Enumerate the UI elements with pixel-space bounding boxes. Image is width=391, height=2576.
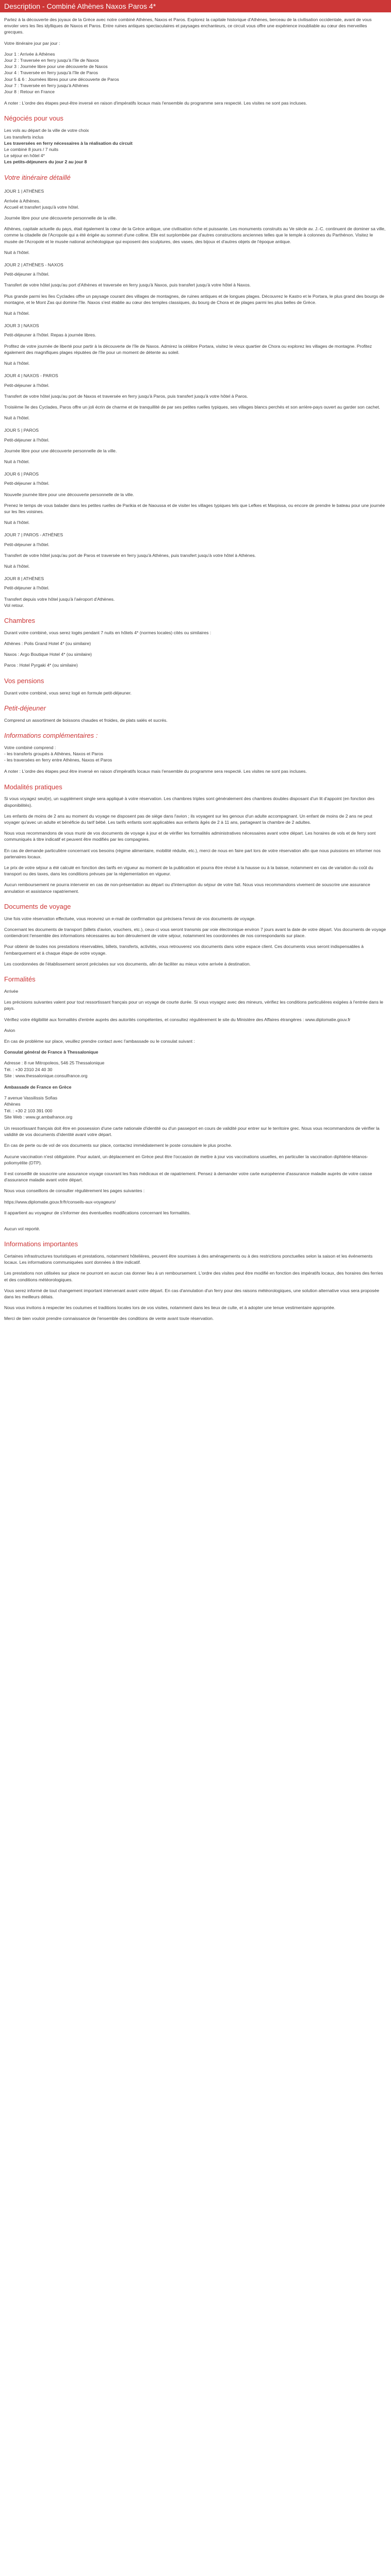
day-paragraph: Petit-déjeuner à l'hôtel. — [4, 541, 50, 547]
ambassade-line: Site Web : www.gr.ambafrance.org — [4, 1114, 73, 1120]
day-paragraph: Nuit à l'hôtel. — [4, 311, 30, 316]
day-paragraph: Nuit à l'hôtel. — [4, 520, 30, 526]
summary-item: Jour 5 & 6 : Journées libres pour une découverte de Paros — [4, 76, 119, 82]
formalites-paragraph: Il appartient au voyageur de s'informer des éventuelles modifications concernant les formalités. — [4, 1210, 191, 1215]
day-paragraph: Arrivée à Athènes. Accueil et transfert jusqu'à votre hôtel. — [4, 198, 79, 210]
documents-title: Documents de voyage — [4, 902, 71, 910]
summary-item: Jour 4 : Traversée en ferry jusqu'à l'île de Paros — [4, 70, 98, 76]
petitdej-text: Comprend un assortiment de boissons chaudes et froides, de plats salés et sucrés. — [4, 717, 168, 723]
summary-item: Jour 1 : Arrivée à Athènes — [4, 51, 55, 57]
consulat-line: Tél. : +30 2310 24 40 30 — [4, 1066, 53, 1072]
consulat-line: Site : www.thessalonique.consulfrance.org — [4, 1073, 88, 1078]
modalites-paragraph: Nous vous recommandons de vous munir de vos documents de voyage à jour et de vérifier les formalités administratives nécessaires avant votre départ. Les horaires de vols et de ferry sont communiqués à titre indicatif et peuvent être modifiés par les compagnies. — [4, 831, 376, 842]
documents-body — [4, 916, 387, 967]
day-heading: JOUR 5 | PAROS — [4, 428, 39, 433]
formalites-paragraph: En cas de perte ou de vol de vos documents sur place, contactez immédiatement le poste consulaire le plus proche. — [4, 1143, 232, 1148]
formalites-paragraph: Arrivée — [4, 988, 19, 994]
formalites-paragraph: Un ressortissant français doit être en possession d'une carte nationale d'identité ou d'un passeport en cours de validité pour entrer sur le territoire grec. Nous vous recommandons de vérifier la validité de vos documents d'identité avant votre départ. — [4, 1125, 380, 1138]
modalites-paragraph: Si vous voyagez seul(e), un supplément single sera appliqué à votre réservation. Les chambres triples sont généralement des chambres doubles disposant d'un lit d'appoint (en fonction des disponibilités). — [4, 796, 374, 808]
negocies-item: Les petits-déjeuners du jour 2 au jour 8 — [4, 159, 87, 165]
pensions-text: Durant votre combiné, vous serez logé en formule petit-déjeuner. — [4, 690, 132, 696]
intro-paragraph: Partez à la découverte des joyaux de la Grèce avec notre combiné Athènes, Naxos et Paros. Explorez la capitale historique d'Athènes, berceau de la civilisation occidentale, avant de vous envoler vers les îles idylliques de Naxos et Paros. Entre ruines antiques spectaculaires et paysages enchanteurs, ce circuit vous offre une expérience inoubliable au cœur des merveilles grecques. — [4, 17, 372, 35]
consulat-line: Adresse : 8 rue Mitropoleos, 546 25 Thessalonique — [4, 1060, 105, 1066]
summary-list — [4, 51, 387, 95]
modalites-paragraph: Le prix de votre séjour a été calculé en fonction des tarifs en vigueur au moment de la publication et pourra être révisé à la hausse ou à la baisse, notamment en cas de variation du coût du transport ou des taxes, dans les conditions prévues par la réglementation en vigueur. — [4, 865, 373, 877]
day-paragraph: Plus grande parmi les îles Cyclades offre un paysage courant des villages de montagnes, de ruines antiques et de longues plages. Découvrez le Kastro et le Portara, le plus grand des bourgs de montagne, et le Mont Zas qui domine l'île. Naxos s'est établie au cœur des temples classiques, du bourg de Chora et de plages parmi les plus belles de Grèce. — [4, 293, 384, 305]
day-paragraph: Transfert de votre hôtel jusqu'au port de Naxos et traversée en ferry jusqu'à Paros, puis transfert jusqu'à votre hôtel à Paros. — [4, 393, 248, 399]
day-paragraph: Petit-déjeuner à l'hôtel. Repas à journée libres. — [4, 332, 96, 338]
importantes-paragraph: Les prestations non utilisées sur place ne pourront en aucun cas donner lieu à un remboursement. L'ordre des visites peut être modifié en fonction des impératifs locaux, des horaires des ferries et des conditions météorologiques. — [4, 1270, 383, 1282]
formalites-body — [4, 988, 387, 1044]
day-paragraph: Nuit à l'hôtel. — [4, 249, 30, 255]
importantes-paragraph: Vous serez informé de tout changement important intervenant avant votre départ. En cas d'annulation d'un ferry pour des raisons météorologiques, une solution alternative vous sera proposée dans les meilleurs délais. — [4, 1287, 380, 1300]
day-paragraph: Journée libre pour une découverte personnelle de la ville. — [4, 215, 117, 221]
modalites-body — [4, 795, 387, 894]
day-paragraph: Petit-déjeuner à l'hôtel. — [4, 481, 50, 486]
day-paragraph: Nuit à l'hôtel. — [4, 459, 30, 464]
infos-comp-title: Informations complémentaires : — [4, 731, 98, 739]
day-paragraph: Transfert de votre hôtel jusqu'au port de Paros et traversée en ferry jusqu'à Athènes, puis transfert jusqu'à votre hôtel à Athènes. — [4, 552, 256, 558]
day-paragraph: Nuit à l'hôtel. — [4, 415, 30, 421]
day-paragraph: Nuit à l'hôtel. — [4, 563, 30, 569]
day-heading: JOUR 2 | ATHÈNES - NAXOS — [4, 262, 63, 268]
day-heading: JOUR 7 | PAROS - ATHÈNES — [4, 532, 63, 538]
negocies-item: Les transferts inclus — [4, 134, 44, 140]
itinerary-title: Votre itinéraire détaillé — [4, 173, 71, 181]
negocies-title: Négociés pour vous — [4, 114, 63, 123]
hotel-athenes: Athènes : Polis Grand Hotel 4* (ou similaire) — [4, 641, 91, 647]
day-paragraph: Petit-déjeuner à l'hôtel. — [4, 382, 50, 388]
order-note: A noter : L'ordre des étapes peut-être inversé en raison d'impératifs locaux mais l'ensemble du programme sera respecté. Les visites ne sont pas incluses. — [4, 100, 307, 106]
negocies-item: Le combiné 8 jours / 7 nuits — [4, 146, 59, 152]
ambassade-line: Athènes — [4, 1101, 21, 1107]
infos-comp-item: - les transferts groupés à Athènes, Naxos et Paros — [4, 751, 104, 756]
modalites-title: Modalités pratiques — [4, 783, 62, 791]
chambres-title: Chambres — [4, 616, 35, 624]
importantes-paragraph: Nous vous invitons à respecter les coutumes et traditions locales lors de vos visites, notamment dans les lieux de culte, et à adopter une tenue vestimentaire appropriée. — [4, 1305, 336, 1311]
day-paragraph: Prenez le temps de vous balader dans les petites ruelles de Parikia et de Naoussa et de visiter les villages typiques tels que Lefkes et Marpissa, ou encore de prendre le bateau pour une journée sur les îles voisines. — [4, 502, 385, 514]
day-heading: JOUR 1 | ATHÈNES — [4, 189, 44, 194]
formalites-title: Formalités — [4, 975, 36, 983]
day-paragraph: Petit-déjeuner à l'hôtel. — [4, 585, 50, 591]
pensions-title: Vos pensions — [4, 676, 44, 685]
negocies-list — [4, 127, 387, 165]
day-paragraph: Transfert de votre hôtel jusqu'au port d'Athènes et traversée en ferry jusqu'à Naxos, puis transfert jusqu'à votre hôtel à Naxos. — [4, 282, 251, 288]
formalites-paragraph: https://www.diplomatie.gouv.fr/fr/conseils-aux-voyageurs/ — [4, 1199, 116, 1205]
importantes-title: Informations importantes — [4, 1240, 78, 1248]
day-paragraph: Nuit à l'hôtel. — [4, 361, 30, 366]
documents-paragraph: Concernant les documents de transport (billets d'avion, vouchers, etc.), ceux-ci vous seront transmis par voie électronique environ 7 jours avant la date de votre départ. Vos documents de voyage contiendront l'ensemble des informations nécessaires au bon déroulement de votre séjour, notamment les coordonnées de nos correspondants sur place. — [4, 926, 386, 939]
content — [0, 12, 391, 1322]
summary-item: Jour 3 : Journée libre pour une découverte de Naxos — [4, 64, 108, 70]
day-heading: JOUR 4 | NAXOS - PAROS — [4, 373, 58, 379]
formalites-paragraph: En cas de problème sur place, veuillez prendre contact avec l'ambassade ou le consulat suivant : — [4, 1038, 195, 1044]
hotel-paros: Paros : Hotel Pyrgaki 4* (ou similaire) — [4, 663, 78, 668]
infos-comp-item: Votre combiné comprend : — [4, 744, 56, 750]
negocies-item: Le séjour en hôtel 4* — [4, 153, 45, 159]
negocies-item: Les vols au départ de la ville de votre choix — [4, 128, 89, 133]
importantes-body — [4, 1253, 387, 1322]
ambassade-line: Tél. : +30 2 103 391 000 — [4, 1108, 53, 1113]
ambassade-lines — [4, 1095, 387, 1120]
formalites-paragraph: Les précisions suivantes valent pour tout ressortissant français pour un voyage de courte durée. Si vous voyagez avec des mineurs, vérifiez les conditions particulières exigées à l'entrée dans le pays. — [4, 999, 383, 1011]
documents-paragraph: Une fois votre réservation effectuée, vous recevrez un e-mail de confirmation qui précisera l'envoi de vos documents de voyage. — [4, 916, 256, 921]
ambassade-title: Ambassade de France en Grèce — [4, 1084, 72, 1090]
itinerary-days — [4, 188, 387, 608]
day-paragraph: Petit-déjeuner à l'hôtel. — [4, 437, 50, 443]
formalites-paragraph: Avion — [4, 1027, 15, 1033]
formalites-paragraph: Nous vous conseillons de consulter régulièrement les pages suivantes : — [4, 1188, 145, 1194]
day-paragraph: Troisième île des Cyclades, Paros offre un joli écrin de charme et de tranquillité de par ses petites ruelles typiques, ses villages blancs perchés et son arrière-pays ouvert au garder son cachet. — [4, 404, 380, 410]
ambassade-line: 7 avenue Vassilissis Sofias — [4, 1095, 58, 1101]
day-paragraph: Nouvelle journée libre pour une découverte personnelle de la ville. — [4, 492, 134, 497]
modalites-paragraph: Les enfants de moins de 2 ans au moment du voyage ne disposent pas de siège dans l'avion ; ils voyagent sur les genoux d'un adulte accompagnant. Un enfant de moins de 2 ans ne peut voyager qu'avec un adulte et bénéficie du tarif bébé. Les tarifs enfants sont applicables aux enfants âgés de 2 à 11 ans, partageant la chambre de 2 adultes. — [4, 813, 372, 825]
summary-item: Jour 7 : Traversée en ferry jusqu'à Athènes — [4, 82, 89, 88]
consulat-title: Consulat général de France à Thessalonique — [4, 1049, 99, 1055]
infos-comp-item: - les traversées en ferry entre Athènes, Naxos et Paros — [4, 757, 112, 763]
day-paragraph: Profitez de votre journée de liberté pour partir à la découverte de l'île de Naxos. Admirez la célèbre Portara, visitez le vieux quartier de Chora ou explorez les villages de montagne. Profitez également des magnifiques plages réputées de l'île pour un moment de détente au soleil. — [4, 343, 372, 355]
summary-item: Jour 2 : Traversée en ferry jusqu'à l'île de Naxos — [4, 58, 99, 63]
day-paragraph: Petit-déjeuner à l'hôtel. — [4, 272, 50, 277]
petitdej-title: Petit-déjeuner — [4, 704, 46, 712]
importantes-paragraph: Merci de bien vouloir prendre connaissance de l'ensemble des conditions de vente avant toute réservation. — [4, 1316, 214, 1321]
page-title: Description - Combiné Athènes Naxos Paros 4* — [0, 0, 391, 12]
hotel-naxos: Naxos : Argo Boutique Hotel 4* (ou similaire) — [4, 652, 92, 657]
negocies-item: Les traversées en ferry nécessaires à la réalisation du circuit — [4, 140, 133, 146]
documents-paragraph: Les coordonnées de l'établissement seront précisées sur vos documents, afin de faciliter au mieux votre arrivée à destination. — [4, 961, 251, 967]
modalites-paragraph: En cas de demande particulière concernant vos besoins (régime alimentaire, mobilité réduite, etc.), merci de nous en faire part lors de votre réservation afin que nous puissions en informer nos partenaires locaux. — [4, 848, 381, 859]
day-heading: JOUR 8 | ATHÈNES — [4, 576, 44, 582]
infos-comp-list — [4, 744, 387, 764]
day-heading: JOUR 3 | NAXOS — [4, 323, 39, 329]
chambres-text: Durant votre combiné, vous serez logés pendant 7 nuits en hôtels 4* (normes locales) cités ou similaires : — [4, 630, 211, 635]
infos-comp-note: A noter : L'ordre des étapes peut être inversé en raison d'impératifs locaux mais l'ensemble du programme sera respecté. Les visites ne sont pas incluses. — [4, 769, 307, 774]
day-heading: JOUR 6 | PAROS — [4, 471, 39, 477]
formalites-after-body — [4, 1125, 387, 1216]
summary-label: Votre itinéraire jour par jour : — [4, 40, 60, 46]
formalites-paragraph: Aucune vaccination n'est obligatoire. Pour autant, un déplacement en Grèce peut être l'occasion de mettre à jour vos vaccinations usuelles, en particulier la vaccination diphtérie-tétanos-poliomyélite (DTP). — [4, 1154, 368, 1165]
day-paragraph: Athènes, capitale actuelle du pays, était également la cœur de la Grèce antique, une civilisation riche et puissante. Les monuments construits au Ve siècle av. J.-C. continuent de dominer sa ville, comme la citadelle de l'Acropole qui a été érigée au sommet d'une colline. Elle est surplombée par d'autres constructions anciennes telles que le temple à colonnes du Parthénon. Visitez le musée de l'Acropole et le musée national archéologique qui exposent des sculptures, des vases, des bijoux et d'autres objets de l'époque antique. — [4, 226, 386, 244]
aucun-vol: Aucun vol reporté. — [4, 1226, 40, 1231]
formalites-paragraph: Vérifiez votre éligibilité aux formalités d'entrée auprès des autorités compétentes, et consultez régulièrement le site du Ministère des Affaires étrangères : www.diplomatie.gouv.fr — [4, 1016, 351, 1022]
consulat-lines — [4, 1060, 387, 1079]
day-paragraph: Journée libre pour une découverte personnelle de la ville. — [4, 448, 117, 453]
documents-paragraph: Pour obtenir de toutes nos prestations réservables, billets, transferts, activités, vous retrouverez vos documents dans votre espace client. Ces documents vous seront indispensables à l'embarquement et à chaque étape de votre voyage. — [4, 944, 364, 956]
summary-item: Jour 8 : Retour en France — [4, 89, 55, 95]
importantes-paragraph: Certaines infrastructures touristiques et prestations, notamment hôtelières, peuvent être soumises à des aménagements ou à des restrictions ponctuelles selon la saison et les événements locaux. Les informations communiquées sont données à titre indicatif. — [4, 1253, 373, 1265]
day-paragraph: Transfert depuis votre hôtel jusqu'à l'aéroport d'Athènes. Vol retour. — [4, 596, 115, 608]
formalites-paragraph: Il est conseillé de souscrire une assurance voyage couvrant les frais médicaux et de rapatriement. Pensez à demander votre carte européenne d'assurance maladie auprès de votre caisse d'assurance maladie avant votre départ. — [4, 1171, 372, 1183]
modalites-paragraph: Aucun remboursement ne pourra intervenir en cas de non-présentation au départ ou d'interruption du séjour de votre fait. Nous vous recommandons vivement de souscrire une assurance annulation et assistance rapatriement. — [4, 882, 370, 894]
